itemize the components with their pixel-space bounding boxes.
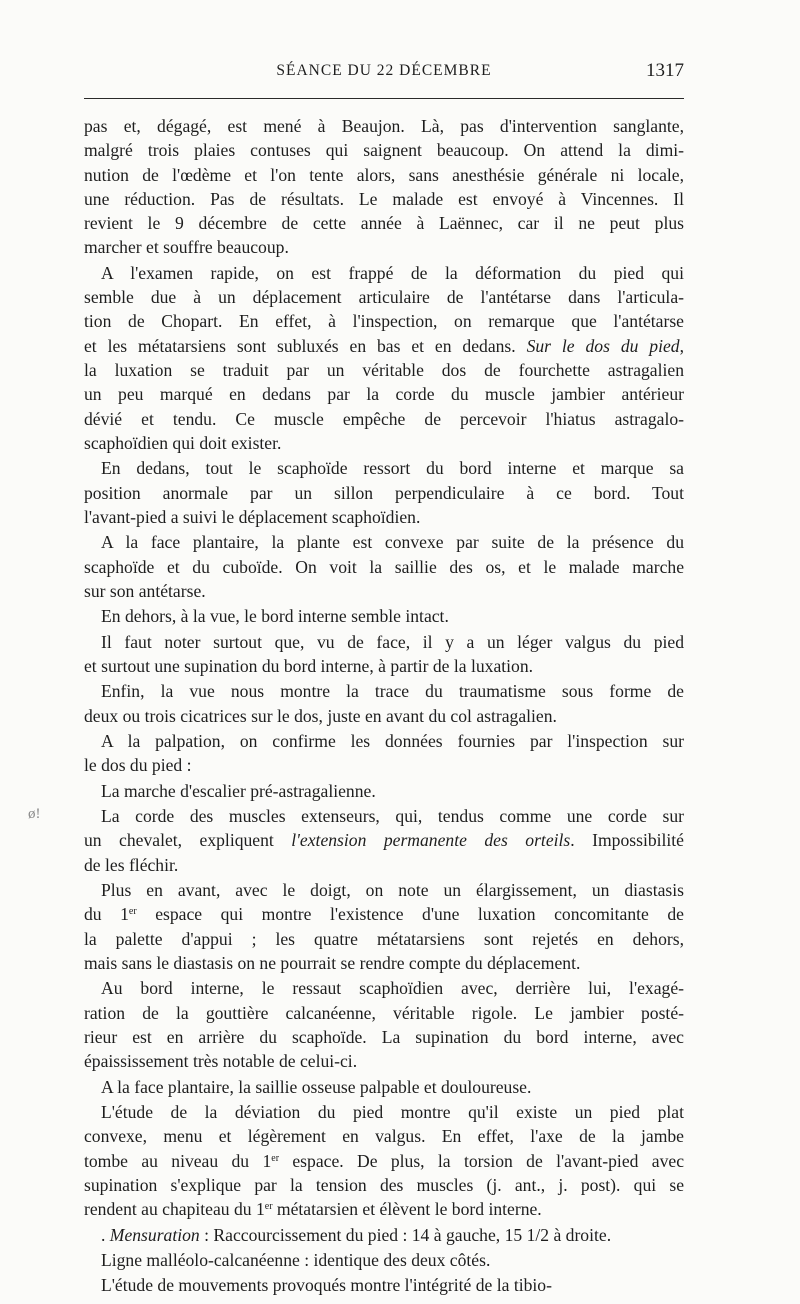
text-line: L'étude de mouvements provoqués montre l'intégrité de la tibio-: [101, 1275, 552, 1296]
paragraph: [84, 679, 684, 728]
header-rule: [84, 98, 684, 99]
paragraph: [84, 604, 684, 628]
paragraph: [84, 1100, 684, 1221]
text-line: rieur est en arrière du scaphoïde. La supination du bord interne, avec: [84, 1027, 684, 1048]
page-header: [84, 60, 684, 90]
paragraph: [84, 1223, 684, 1247]
running-title: SÉANCE DU 22 DÉCEMBRE: [276, 62, 492, 79]
text-line: dévié et tendu. Ce muscle empêche de percevoir l'hiatus astragalo-: [84, 408, 684, 429]
text-line: un chevalet, expliquent l'extension permanente des orteils. Impossibilité: [84, 830, 684, 851]
text-line: revient le 9 décembre de cette année à Laënnec, car il ne peut plus: [84, 213, 684, 234]
paragraph: [84, 1248, 684, 1272]
text-line: A la face plantaire, la plante est convexe par suite de la présence du: [101, 532, 684, 553]
text-line: tombe au niveau du 1er espace. De plus, la torsion de l'avant-pied avec: [84, 1150, 684, 1171]
text-line: une réduction. Pas de résultats. Le malade est envoyé à Vincennes. Il: [84, 188, 684, 209]
paragraph: [84, 456, 684, 529]
superscript: er: [264, 1201, 273, 1213]
page-number: 1317: [646, 60, 684, 81]
text-line: A l'examen rapide, on est frappé de la déformation du pied qui: [101, 262, 684, 283]
text-line: Au bord interne, le ressaut scaphoïdien avec, derrière lui, l'exagé-: [101, 978, 684, 999]
text-line: Ligne malléolo-calcanéenne : identique des deux côtés.: [101, 1250, 491, 1271]
italic-phrase: Mensuration: [109, 1224, 200, 1245]
paragraph: [84, 976, 684, 1073]
paragraph: [84, 729, 684, 778]
text-line: convexe, menu et légèrement en valgus. En effet, l'axe de la jambe: [84, 1126, 684, 1147]
text-line: l'avant-pied a suivi le déplacement scaphoïdien.: [84, 506, 421, 527]
text-line: Enfin, la vue nous montre la trace du traumatisme sous forme de: [101, 681, 684, 702]
text-line: du 1er espace qui montre l'existence d'une luxation concomitante de: [84, 904, 684, 925]
text-line: malgré trois plaies contuses qui saignent beaucoup. On attend la dimi-: [84, 140, 684, 161]
text-line: ration de la gouttière calcanéenne, véritable rigole. Le jambier posté-: [84, 1002, 684, 1023]
paragraph: [84, 630, 684, 679]
text-line: et les métatarsiens sont subluxés en bas et en dedans. Sur le dos du pied,: [84, 335, 684, 356]
text-line: scaphoïdien qui doit exister.: [84, 432, 282, 453]
text-line: scaphoïde et du cuboïde. On voit la saillie des os, et le malade marche: [84, 556, 684, 577]
paragraph: [84, 1075, 684, 1099]
text-line: rendent au chapiteau du 1er métatarsien et élèvent le bord interne.: [84, 1199, 542, 1220]
superscript: er: [271, 1152, 280, 1164]
text-line: En dehors, à la vue, le bord interne semble intact.: [101, 606, 449, 627]
text-line: deux ou trois cicatrices sur le dos, juste en avant du col astragalien.: [84, 705, 557, 726]
text-line: En dedans, tout le scaphoïde ressort du bord interne et marque sa: [101, 458, 684, 479]
paragraph: [84, 779, 684, 803]
body-text: [84, 114, 684, 1298]
text-line: pas et, dégagé, est mené à Beaujon. Là, pas d'intervention sanglante,: [84, 116, 684, 136]
paragraph: [84, 1273, 684, 1297]
text-line: la palette d'appui ; les quatre métatarsiens sont rejetés en dehors,: [84, 928, 684, 949]
text-line: A la palpation, on confirme les données fournies par l'inspection sur: [101, 731, 684, 752]
text-line: La corde des muscles extenseurs, qui, tendus comme une corde sur: [101, 806, 684, 827]
text-line: épaississement très notable de celui-ci.: [84, 1051, 358, 1072]
paragraph: [84, 530, 684, 603]
text-line: . Mensuration : Raccourcissement du pied : 14 à gauche, 15 1/2 à droite.: [101, 1224, 612, 1245]
text-line: Il faut noter surtout que, vu de face, il y a un léger valgus du pied: [101, 631, 684, 652]
text-line: un peu marqué en dedans par la corde du muscle jambier antérieur: [84, 384, 684, 405]
superscript: er: [128, 906, 137, 918]
text-line: de les fléchir.: [84, 854, 179, 875]
text-line: la luxation se traduit par un véritable dos de fourchette astragalien: [84, 360, 684, 381]
text-line: A la face plantaire, la saillie osseuse palpable et douloureuse.: [101, 1076, 532, 1097]
text-line: nution de l'œdème et l'on tente alors, sans anesthésie générale ni locale,: [84, 164, 684, 185]
paragraph: [84, 804, 684, 877]
text-line: position anormale par un sillon perpendiculaire à ce bord. Tout: [84, 482, 684, 503]
text-line: et surtout une supination du bord interne, à partir de la luxation.: [84, 656, 534, 676]
text-line: tion de Chopart. En effet, à l'inspection, on remarque que l'antétarse: [84, 311, 684, 332]
text-line: mais sans le diastasis on ne pourrait se rendre compte du déplacement.: [84, 953, 581, 974]
paragraph: [84, 114, 684, 260]
text-line: supination s'explique par la tension des muscles (j. ant., j. post). qui se: [84, 1174, 684, 1195]
text-line: Plus en avant, avec le doigt, on note un élargissement, un diastasis: [101, 880, 684, 901]
text-line: sur son antétarse.: [84, 580, 206, 601]
text-line: L'étude de la déviation du pied montre qu'il existe un pied plat: [101, 1102, 684, 1123]
text-line: marcher et souffre beaucoup.: [84, 237, 289, 258]
text-line: le dos du pied :: [84, 755, 192, 776]
margin-mark: ø!: [28, 806, 41, 822]
paragraph: [84, 261, 684, 455]
text-line: semble due à un déplacement articulaire de l'antétarse dans l'articula-: [84, 287, 684, 308]
italic-phrase: Sur le dos du pied: [526, 335, 680, 356]
text-line: La marche d'escalier pré-astragalienne.: [101, 780, 376, 801]
italic-phrase: l'extension permanente des orteils: [291, 830, 571, 851]
paragraph: [84, 878, 684, 975]
